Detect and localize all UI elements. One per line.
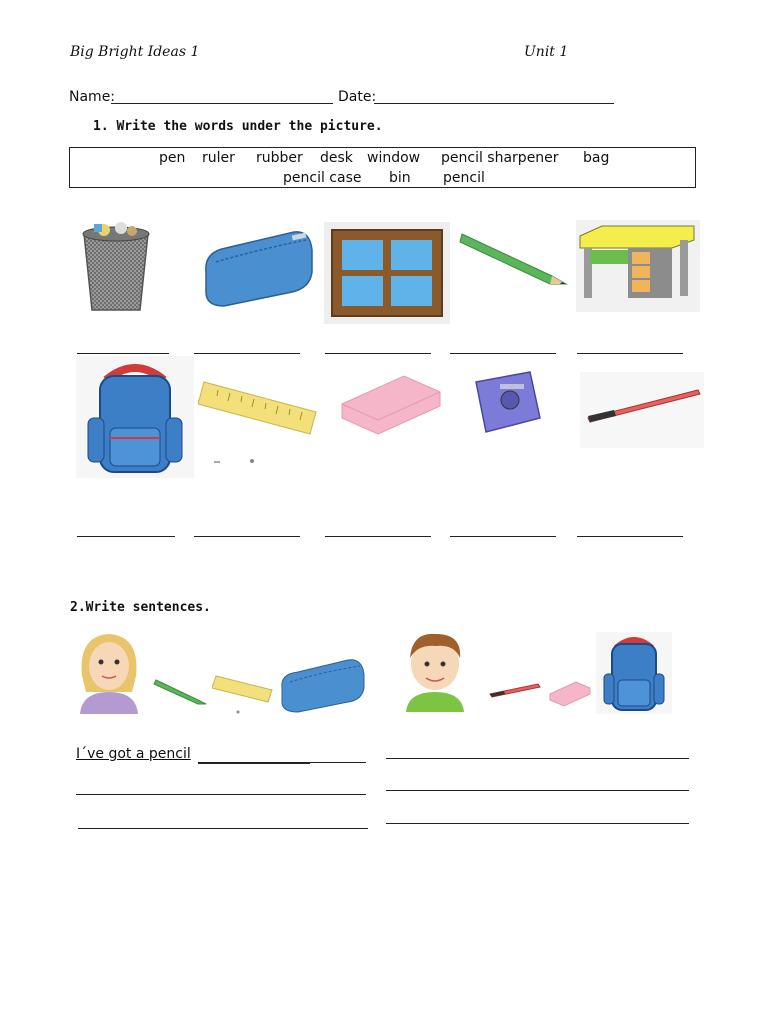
pencil-icon (456, 224, 570, 288)
name-field[interactable] (111, 103, 333, 104)
book-title: Big Bright Ideas 1 (70, 44, 200, 60)
exercise1-title: 1. Write the words under the picture. (93, 119, 383, 134)
boy-icon (398, 628, 472, 712)
word-bin: bin (389, 170, 411, 186)
boy-pen-icon (488, 682, 542, 700)
answer-blank-2[interactable] (194, 353, 300, 354)
sentence-blank-left-2[interactable] (76, 794, 366, 795)
word-bank (69, 147, 696, 188)
date-label: Date: (338, 89, 377, 105)
answer-blank-10[interactable] (577, 536, 683, 537)
word-pencil: pencil (443, 170, 485, 186)
sentence-blank-left-3[interactable] (78, 828, 368, 829)
sentence-blank-right-3[interactable] (386, 823, 689, 824)
word-pencil-case: pencil case (283, 170, 362, 186)
answer-blank-9[interactable] (450, 536, 556, 537)
girl-pencil-icon (152, 676, 208, 706)
sentence-blank-right-2[interactable] (386, 790, 689, 791)
window-icon (324, 222, 450, 324)
answer-blank-5[interactable] (577, 353, 683, 354)
bin-icon (76, 218, 156, 314)
word-bag: bag (583, 150, 610, 166)
pen-icon (580, 372, 704, 448)
ruler-icon (198, 368, 318, 468)
word-ruler: ruler (202, 150, 235, 166)
example-sentence: I´ve got a pencil (76, 746, 191, 762)
rubber-icon (334, 370, 444, 436)
answer-blank-4[interactable] (450, 353, 556, 354)
sentence-blank-right-1[interactable] (386, 758, 689, 759)
girl-ruler-icon (212, 670, 274, 716)
unit-label: Unit 1 (524, 44, 569, 60)
word-rubber: rubber (256, 150, 303, 166)
exercise2-title: 2.Write sentences. (70, 600, 211, 615)
answer-blank-8[interactable] (325, 536, 431, 537)
bag-icon (76, 356, 194, 478)
word-pen: pen (159, 150, 186, 166)
answer-blank-3[interactable] (325, 353, 431, 354)
word-desk: desk (320, 150, 353, 166)
answer-blank-7[interactable] (194, 536, 300, 537)
boy-rubber-icon (548, 678, 592, 708)
boy-bag-icon (596, 632, 672, 714)
answer-blank-1[interactable] (77, 353, 169, 354)
pencil-sharpener-icon (470, 368, 546, 438)
example-sentence-blank-end[interactable] (310, 762, 366, 763)
pencil-case-icon (196, 222, 316, 310)
word-window: window (367, 150, 421, 166)
name-label: Name: (69, 89, 116, 105)
example-sentence-blank[interactable] (198, 762, 310, 764)
girl-icon (76, 630, 142, 714)
word-pencil-sharpener: pencil sharpener (441, 150, 559, 166)
girl-pencil-case-icon (276, 654, 366, 714)
desk-icon (576, 220, 700, 312)
date-field[interactable] (374, 103, 614, 104)
answer-blank-6[interactable] (77, 536, 175, 537)
